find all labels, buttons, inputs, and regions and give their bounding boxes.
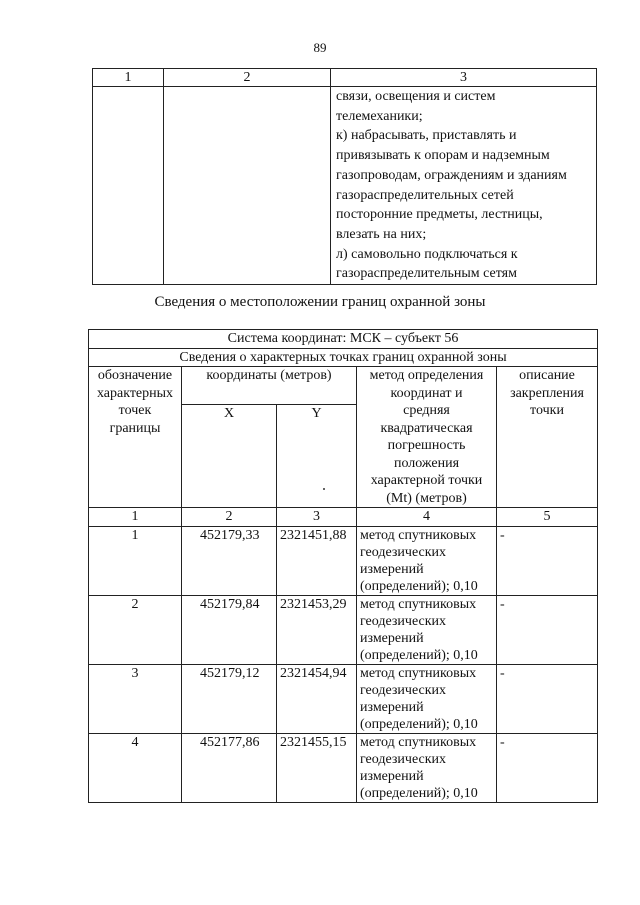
- point-y: 2321454,94: [277, 664, 357, 733]
- page-number: 89: [313, 40, 327, 55]
- table-row: [89, 595, 598, 664]
- text-line: газораспределительных сетей: [336, 187, 514, 203]
- coordinate-system-label: Система координат: МСК – субъект 56: [89, 330, 598, 349]
- point-id: 4: [89, 733, 182, 802]
- boundary-points-table: [88, 329, 598, 803]
- text-line: связи, освещения и систем: [336, 89, 496, 104]
- header-designation: обозначение характерных точек границы: [89, 367, 182, 508]
- point-x: 452179,33: [182, 526, 277, 595]
- header-y: Y: [277, 405, 357, 508]
- column-numbers-row: [89, 508, 598, 527]
- header-x: X: [182, 405, 277, 508]
- point-x: 452179,84: [182, 595, 277, 664]
- header-row-1: [89, 367, 598, 405]
- points-info-label: Сведения о характерных точках границ охранной зоны: [89, 348, 598, 367]
- point-y: 2321455,15: [277, 733, 357, 802]
- column-number: 1: [89, 508, 182, 527]
- continuation-table-body-row: [93, 87, 597, 285]
- header-description: описание закрепления точки: [497, 367, 598, 508]
- point-x: 452179,12: [182, 664, 277, 733]
- restrictions-text-cell: [331, 87, 597, 285]
- point-id: 1: [89, 526, 182, 595]
- table-row: [89, 526, 598, 595]
- point-method: метод спутниковых геодезических измерений (определений); 0,10: [357, 664, 497, 733]
- section-title: Сведения о местоположении границ охранной зоны: [154, 294, 486, 310]
- header-method: метод определения координат и средняя квадратическая погрешность положения характерной точки (Mt) (метров): [357, 367, 497, 508]
- empty-cell: [93, 87, 164, 285]
- scan-speck: [323, 488, 325, 490]
- text-line: к) набрасывать, приставлять и: [336, 128, 517, 144]
- header-coordinates: координаты (метров): [182, 367, 357, 405]
- point-description: -: [497, 595, 598, 664]
- empty-cell: [164, 87, 331, 285]
- point-description: -: [497, 664, 598, 733]
- column-number: 4: [357, 508, 497, 527]
- continuation-table-header-row: [93, 69, 597, 87]
- point-id: 3: [89, 664, 182, 733]
- text-line: влезать на них;: [336, 226, 427, 242]
- point-id: 2: [89, 595, 182, 664]
- column-number-3: 3: [331, 69, 597, 87]
- points-info-row: [89, 348, 598, 367]
- text-line: посторонние предметы, лестницы,: [336, 207, 543, 223]
- point-method: метод спутниковых геодезических измерений (определений); 0,10: [357, 526, 497, 595]
- table-row: [89, 733, 598, 802]
- coordinate-system-row: [89, 330, 598, 349]
- text-line: газопроводам, ограждениям и зданиям: [336, 167, 567, 183]
- column-number-2: 2: [164, 69, 331, 87]
- text-line: газораспределительным сетям: [336, 266, 517, 282]
- point-description: -: [497, 733, 598, 802]
- text-line: л) самовольно подключаться к: [336, 246, 518, 262]
- point-method: метод спутниковых геодезических измерений (определений); 0,10: [357, 733, 497, 802]
- column-number: 5: [497, 508, 598, 527]
- continuation-table: [92, 68, 597, 285]
- point-description: -: [497, 526, 598, 595]
- point-method: метод спутниковых геодезических измерений (определений); 0,10: [357, 595, 497, 664]
- text-line: телемеханики;: [336, 108, 423, 124]
- column-number: 2: [182, 508, 277, 527]
- text-line: привязывать к опорам и надземным: [336, 148, 550, 164]
- column-number: 3: [277, 508, 357, 527]
- point-x: 452177,86: [182, 733, 277, 802]
- table-row: [89, 664, 598, 733]
- point-y: 2321453,29: [277, 595, 357, 664]
- column-number-1: 1: [93, 69, 164, 87]
- point-y: 2321451,88: [277, 526, 357, 595]
